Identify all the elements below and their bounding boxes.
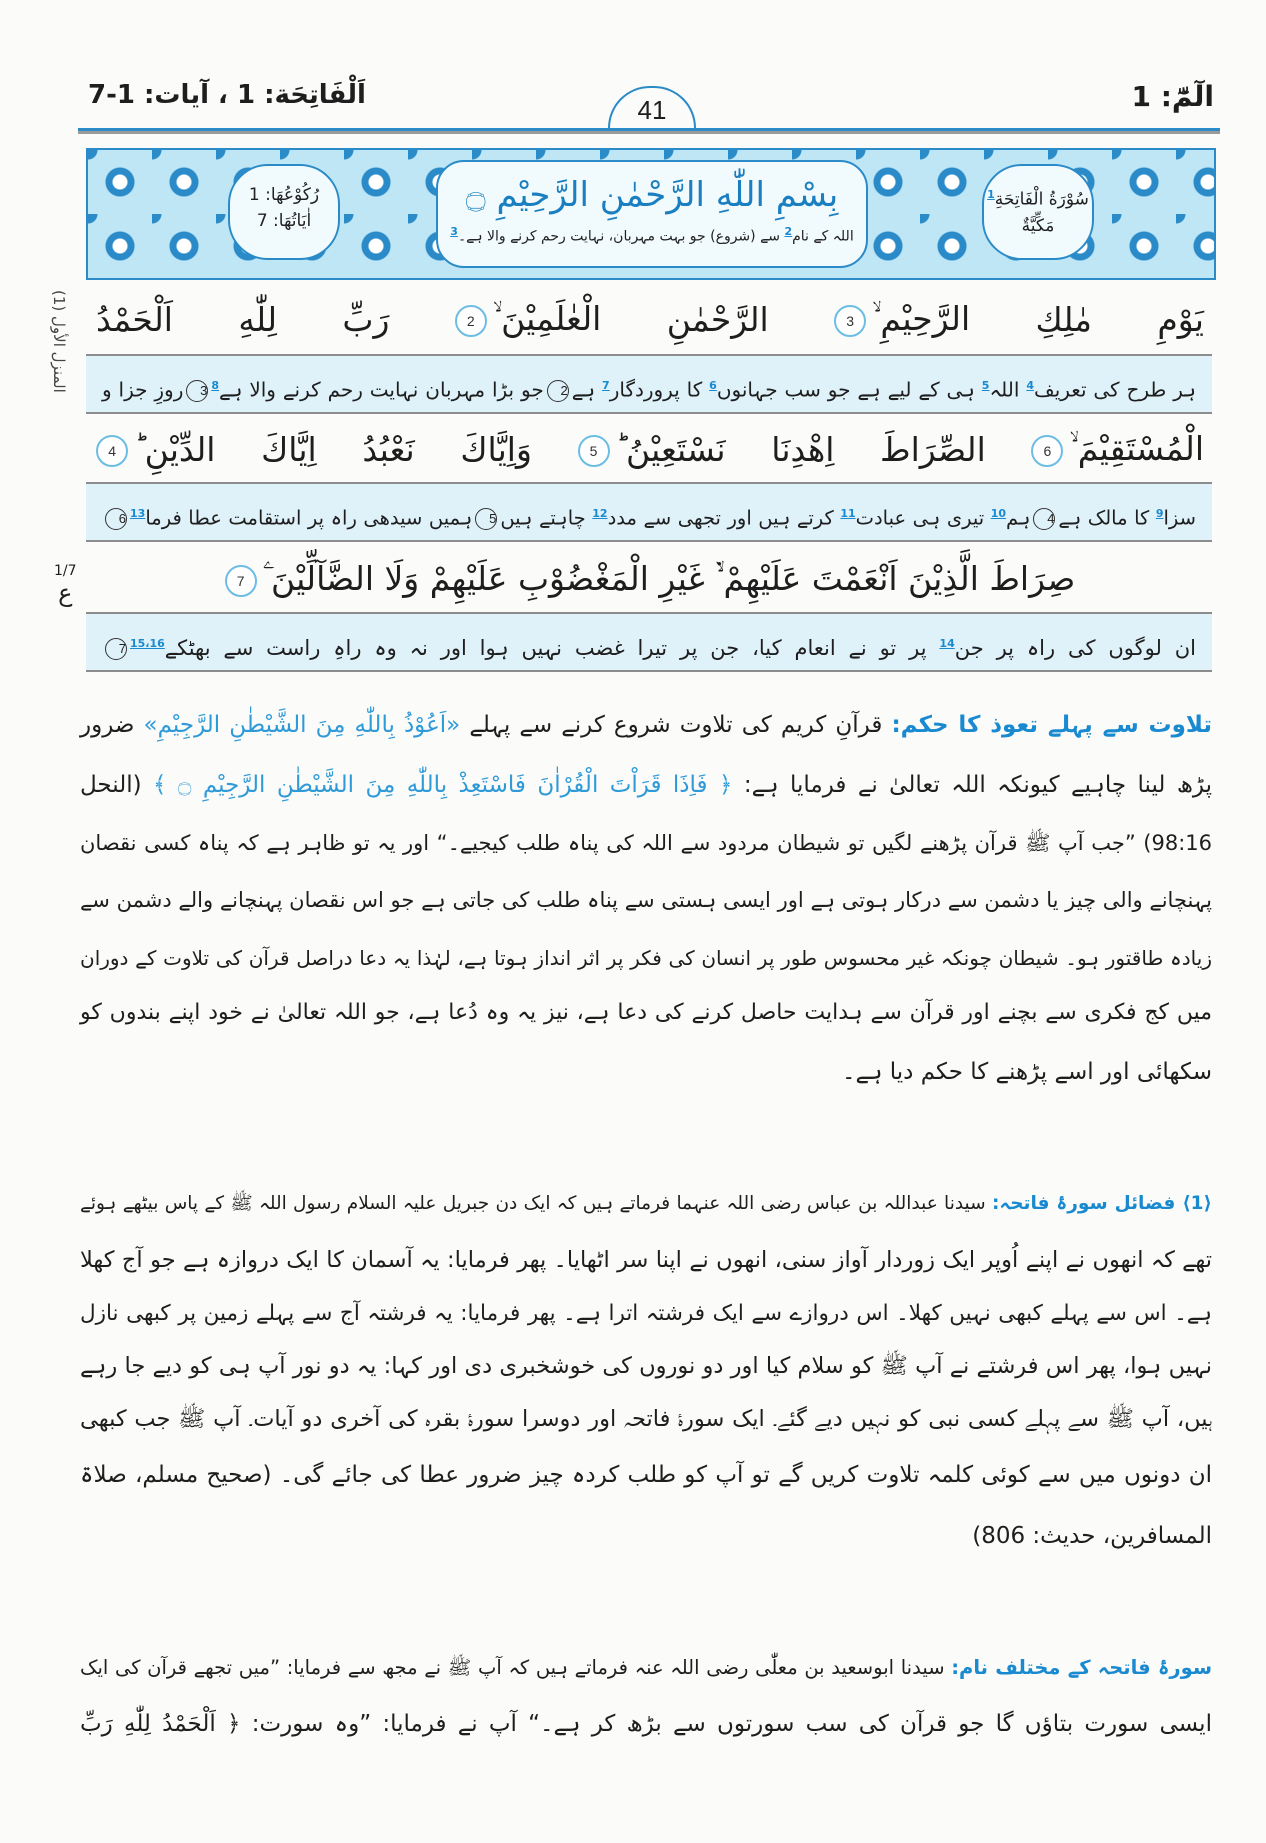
ruku-marker: [54, 560, 77, 607]
arabic-word: [1036, 300, 1092, 339]
arabic-word-text: نَسْتَعِيْنُ ؕ: [615, 429, 726, 469]
translation-row-2: [86, 482, 1212, 542]
commentary-line: [80, 1698, 1212, 1750]
arabic-word-text: وَاِيَّاكَ: [460, 429, 532, 469]
arabic-word: [460, 430, 532, 469]
page-number: 41: [608, 86, 696, 132]
commentary-text: ﴿ اَلْحَمْدُ لِلّٰهِ رَبِّ: [80, 1711, 241, 1737]
commentary-text: میں کج فکری سے بچنے اور قرآن سے ہدایت حاصل کرنے کی دعا ہے، نیز یہ وہ دُعا ہے، جو اللہ تعالیٰ نے خود اپنے بندوں کو: [80, 1000, 1212, 1025]
ayah-end-marker: 5: [578, 435, 610, 467]
arabic-word-text: الرَّحِيْمِ ۙ: [872, 299, 971, 338]
commentary-line: [80, 987, 1212, 1039]
translation-segment: روزِ جزا و: [102, 377, 184, 402]
arabic-word-text: لِلّٰهِ: [238, 299, 278, 339]
commentary-line: [80, 1393, 1212, 1445]
commentary-text: تھے کہ انھوں نے اپنے اُوپر ایک زوردار آواز سنی، انھوں نے اپنا سر اٹھایا۔ پھر فرمایا: یہ آسمان کا ایک دروازہ ہے جو آج کھلا: [80, 1247, 1212, 1273]
footnote-ref: 5: [981, 379, 990, 392]
surah-banner: [86, 148, 1216, 280]
commentary-line: [80, 817, 1212, 869]
surah-name-cartouche: [982, 164, 1094, 260]
footnote-ref: 15،16: [130, 637, 165, 650]
commentary-line: [80, 1288, 1212, 1340]
arabic-word: [362, 430, 414, 469]
commentary-line: [80, 1178, 1212, 1230]
translation-segment: کا مالک ہے: [1058, 506, 1156, 530]
ayah-number-marker: 4: [1033, 508, 1055, 530]
commentary-text: ان دونوں میں سے کوئی کلمہ تلاوت کریں گے تو آپ کو طلب کردہ چیز ضرور عطا کی جائے گی۔ (صحیح مسلم، صلاۃ: [80, 1462, 1212, 1488]
commentary-text: سیدنا ابوسعید بن معلّٰی رضی اللہ عنہ فرماتے ہیں کہ آپ ﷺ نے مجھ سے فرمایا: ”میں تجھے قرآن کی ایک: [80, 1656, 952, 1679]
ruku-ayat-cartouche: [228, 164, 340, 260]
footnote-ref: 9: [1155, 507, 1164, 520]
commentary-text: زیادہ طاقتور ہو۔ شیطان چونکہ غیر محسوس طور پر انسان کی فکر پر اثر انداز ہوتا ہے، لہٰذا یہ دعا دراصل قرآن کی تلاوت کے دوران: [80, 946, 1212, 970]
translation-segment: ہی کے لیے ہے جو سب جہانوں: [716, 377, 982, 402]
commentary-text: پڑھ لینا چاہیے کیونکہ اللہ تعالیٰ نے فرمایا ہے:: [732, 772, 1212, 798]
arabic-word: [771, 430, 834, 469]
ruku-count: رُكُوْعُهَا: 1: [248, 185, 320, 205]
arabic-word: [225, 559, 1076, 599]
juz-header: الٓمّٓ: 1: [1131, 80, 1214, 113]
commentary-text: 98:16) ”جب آپ ﷺ قرآن پڑھنے لگیں تو شیطان مردود سے اللہ کی پناہ طلب کیجیے۔“ اور یہ تو ظاہر ہے کہ پناہ کسی نقصان: [80, 831, 1212, 855]
ayah-number-marker: 5: [475, 508, 497, 530]
translation-segment: تیری ہی عبادت: [855, 506, 991, 530]
surah-ayat-header: اَلْفَاتِحَة: 1 ، آيات: 1-7: [88, 80, 366, 110]
footnote-ref: 8: [211, 379, 220, 392]
arabic-word: [1157, 300, 1204, 339]
surah-type: مَكِّيَّةٌ: [1021, 215, 1055, 236]
section-heading: تلاوت سے پہلے تعوذ کا حکم:: [891, 712, 1212, 738]
arabic-word: [342, 300, 389, 339]
translation-segment: ہم: [1006, 506, 1031, 530]
footnote-ref: 12: [592, 507, 608, 520]
commentary-line: [80, 1449, 1212, 1501]
quran-quote: «اَعُوْذُ بِاللّٰهِ مِنَ الشَّيْطٰنِ الرَّجِيْمِ»: [143, 712, 461, 738]
footnote-ref: 11: [840, 507, 856, 520]
arabic-word-text: الدِّيْنِ ؕ: [134, 429, 216, 469]
arabic-word-text: نَعْبُدُ: [362, 429, 415, 469]
arabic-word: [96, 430, 215, 469]
commentary-text: ہے۔ اس سے پہلے کبھی نہیں کھلا۔ اس دروازے سے ایک فرشتہ اترا ہے۔ پھر فرمایا: یہ فرشتہ آج سے پہلے زمین پر کبھی نازل: [80, 1301, 1212, 1326]
bismillah-cartouche: [436, 160, 868, 268]
translation-row-1: [86, 354, 1212, 414]
footnote-ref: 10: [990, 507, 1007, 520]
translation-segment: ان لوگوں کی راہ پر جن: [954, 636, 1196, 660]
surah-name: سُوْرَةُ الْفَاتِحَةِ: [994, 189, 1089, 210]
arabic-word: [667, 300, 769, 339]
ayah-number-marker: 3: [186, 380, 208, 402]
footnote-ref: 4: [1026, 379, 1034, 392]
note-number-marker: ⟨1⟩: [1175, 1193, 1212, 1214]
translation-segment: کرتے ہیں اور تجھی سے مدد: [607, 506, 841, 530]
arabic-word: [96, 300, 173, 339]
bismillah-translation: [438, 225, 866, 245]
arabic-word-text: اِيَّاكَ: [261, 429, 317, 469]
arabic-word: [261, 430, 317, 469]
arabic-word: [880, 430, 986, 469]
commentary-line: [80, 699, 1212, 751]
footnote-ref: 3: [450, 225, 458, 238]
arabic-word-text: مٰلِكِ: [1035, 299, 1092, 339]
arabic-word: [834, 299, 970, 339]
commentary-text: ہیں، آپ ﷺ سے پہلے کسی نبی کو نہیں دیے گئے۔ ایک سورۂ فاتحہ اور دوسرا سورۂ بقرہ کی آخری دو آیات۔ آپ ﷺ جب کبھی: [80, 1406, 1212, 1432]
ayah-end-marker: 2: [455, 305, 487, 337]
footnote-ref: 2: [784, 225, 793, 238]
footnote-ref: 6: [709, 379, 717, 392]
ruku-sign: ع: [58, 579, 73, 607]
arabic-word-text: الْمُسْتَقِيْمَ ۙ: [1069, 429, 1204, 468]
arabic-word-text: يَوْمِ: [1157, 299, 1204, 339]
ayah-end-marker: 3: [834, 305, 866, 337]
arabic-row-3: [96, 546, 1204, 612]
section-heading: سورۂ فاتحہ کے مختلف نام:: [951, 1656, 1212, 1679]
commentary-line: [80, 1046, 1212, 1098]
ayah-end-marker: 6: [1031, 435, 1063, 467]
commentary-line: [80, 1510, 1212, 1562]
header-rule: [78, 128, 1220, 134]
arabic-word-text: اِهْدِنَا: [771, 429, 835, 469]
arabic-word-text: رَبِّ: [342, 299, 390, 339]
commentary-line: [80, 759, 1212, 811]
translation-segment: کا پروردگار: [609, 377, 710, 402]
arabic-word: [1031, 429, 1204, 469]
footnote-ref: 1: [987, 188, 995, 201]
commentary-text: نہیں ہوا، پھر اس فرشتے نے آپ ﷺ کو سلام کیا اور دو نوروں کی خوشخبری دی اور کہا: یہ دو نور آپ ہی کو دیے جا رہے: [80, 1353, 1212, 1379]
ayat-count: اٰيَاتُهَا: 7: [256, 211, 312, 231]
arabic-word-text: صِرَاطَ الَّذِيْنَ اَنْعَمْتَ عَلَيْهِمْ ۙ۬ غَيْرِ الْمَغْضُوْبِ عَلَيْهِمْ وَلَا الضَّآلِّيْنَ ۧ: [262, 559, 1076, 598]
arabic-word: [238, 300, 277, 339]
commentary-text: المسافرین، حدیث: 806): [972, 1523, 1212, 1549]
ayah-number-marker: 7: [105, 638, 127, 660]
translation-segment: اللہ کے نام: [792, 228, 854, 245]
arabic-row-1: [96, 286, 1204, 352]
arabic-word: [455, 299, 601, 339]
commentary-text: سکھائی اور اسے پڑھنے کا حکم دیا ہے۔: [842, 1059, 1212, 1085]
translation-segment: سے (شروع) جو بہت مہربان، نہایت رحم کرنے والا ہے۔: [457, 228, 785, 245]
arabic-row-2: [96, 416, 1204, 482]
commentary-line: [80, 1642, 1212, 1694]
commentary-text: قرآنِ کریم کی تلاوت شروع کرنے سے پہلے: [460, 712, 892, 738]
footnote-ref: 7: [602, 379, 610, 392]
translation-segment: ہر طرح کی تعریف: [1033, 377, 1196, 402]
translation-row-3: [86, 612, 1212, 672]
ruku-num: 1/7: [54, 563, 77, 579]
commentary-line: [80, 1234, 1212, 1286]
quran-quote: ﴿ فَاِذَا قَرَاْتَ الْقُرْاٰنَ فَاسْتَعِذْ بِاللّٰهِ مِنَ الشَّيْطٰنِ الرَّجِيْمِ ۝ ﴾: [153, 772, 733, 798]
arabic-word-text: اَلْحَمْدُ: [96, 299, 173, 339]
commentary-text: ضرور: [80, 712, 144, 738]
footnote-ref: 13: [130, 507, 146, 520]
ayah-end-marker: 4: [96, 435, 128, 467]
arabic-word: [578, 430, 726, 469]
arabic-word-text: الصِّرَاطَ: [880, 429, 986, 469]
commentary-line: [80, 932, 1212, 984]
ayah-number-marker: 6: [105, 508, 127, 530]
arabic-word-text: الْعٰلَمِيْنَ ۙ: [492, 299, 602, 338]
translation-segment: ہے: [571, 377, 603, 402]
translation-segment: چاہتے ہیں: [500, 506, 593, 530]
commentary-text: ایسی سورت بتاؤں گا جو قرآن کی سب سورتوں سے بڑھ کر ہے۔“ آپ نے فرمایا: ”وہ سورت:: [240, 1711, 1212, 1737]
section-heading: فضائل سورۂ فاتحہ:: [991, 1193, 1176, 1214]
commentary-line: [80, 1340, 1212, 1392]
ayah-end-marker: 7: [225, 565, 257, 597]
manzil-marker: المنزل الأول (1): [50, 290, 68, 393]
translation-segment: جو بڑا مہربان نہایت رحم کرنے والا ہے: [219, 377, 544, 402]
bismillah: بِسْمِ اللّٰهِ الرَّحْمٰنِ الرَّحِيْمِ ۝: [465, 175, 839, 215]
translation-segment: سزا: [1163, 506, 1196, 530]
commentary-text: سیدنا عبداللہ بن عباس رضی اللہ عنہما فرماتے ہیں کہ ایک دن جبریل علیہ السلام رسول اللہ ﷺ کے پاس بیٹھے ہوئے: [80, 1193, 992, 1214]
commentary-text: (النحل: [80, 772, 154, 798]
footnote-ref: 14: [939, 637, 955, 650]
arabic-word-text: الرَّحْمٰنِ: [666, 299, 769, 339]
commentary-line: [80, 874, 1212, 926]
ayah-number-marker: 2: [547, 380, 569, 402]
commentary-text: پہنچانے والی چیز یا دشمن سے درکار ہوتی ہے اور ایسی ہستی سے پناہ طلب کی جاتی ہے جو اس نقصان پہنچانے والے دشمن سے: [80, 888, 1212, 912]
translation-segment: اللہ: [989, 377, 1027, 402]
translation-segment: ہمیں سیدھی راہ پر استقامت عطا فرما: [145, 506, 473, 530]
translation-segment: پر تو نے انعام کیا، جن پر تیرا غضب نہیں ہوا اور نہ وہ راہِ راست سے بھٹکے: [164, 636, 940, 660]
